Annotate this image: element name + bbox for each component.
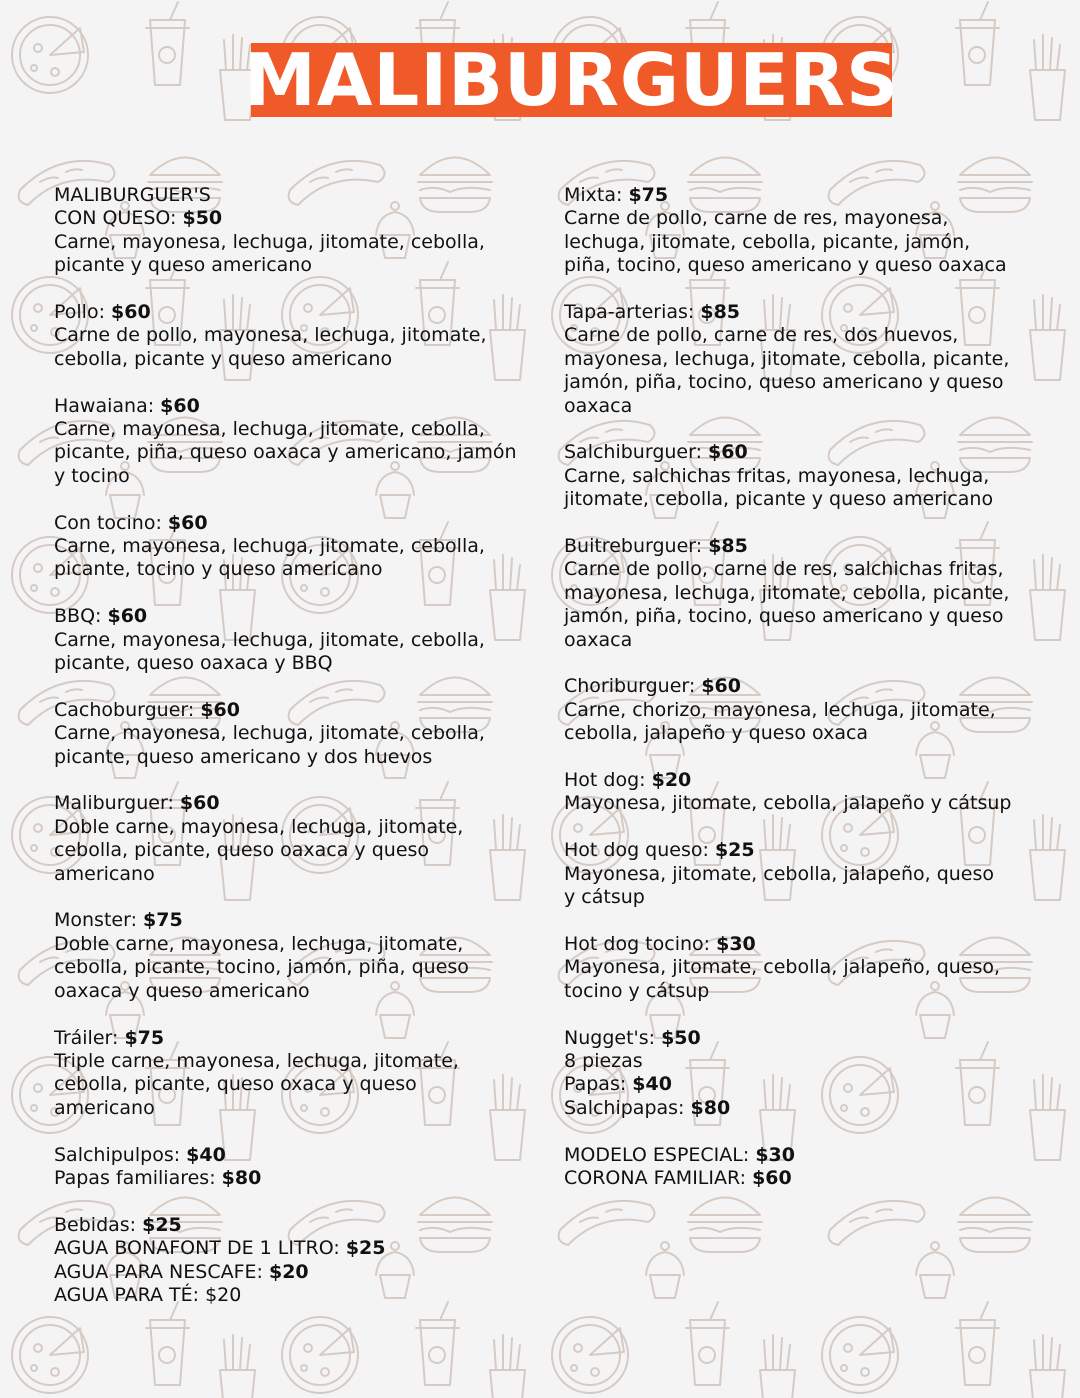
menu-line <box>564 1027 1034 1050</box>
menu-line-text: Carne de pollo, carne de res, salchichas fritas, <box>564 558 1004 581</box>
menu-line <box>54 324 544 347</box>
menu-line-text: y cátsup <box>564 886 645 909</box>
menu-line-text: Pollo: <box>54 301 112 324</box>
menu-line <box>564 558 1034 581</box>
menu-line-text: Mayonesa, jitomate, cebolla, jalapeño, queso <box>564 862 995 885</box>
menu-item <box>54 699 544 769</box>
menu-line-text: tocino y cátsup <box>564 979 710 1002</box>
menu-line <box>54 746 544 769</box>
menu-line <box>564 1144 1034 1167</box>
menu-line <box>54 1097 544 1120</box>
menu-line <box>564 956 1034 979</box>
menu-line <box>54 1144 544 1167</box>
menu-line-text: americano <box>54 862 155 885</box>
menu-line-text: piña, tocino, queso americano y queso oaxaca <box>564 254 1007 277</box>
menu-line-text: picante y queso americano <box>54 254 312 277</box>
menu-line-text: oaxaca <box>564 628 633 651</box>
menu-line <box>54 956 544 979</box>
menu-line-text: AGUA BONAFONT DE 1 LITRO: <box>54 1237 346 1260</box>
menu-line-text: 8 piezas <box>564 1049 643 1072</box>
menu-line <box>54 816 544 839</box>
menu-line-text: jamón, piña, tocino, queso americano y queso <box>564 605 1004 628</box>
menu-item <box>54 1214 544 1308</box>
menu-line <box>564 699 1034 722</box>
menu-price: $40 <box>632 1073 672 1096</box>
menu-price: $60 <box>752 1166 792 1189</box>
menu-line-text: cebolla, jalapeño y queso oxaca <box>564 722 869 745</box>
menu-line-text: MALIBURGUER'S <box>54 184 211 206</box>
menu-line <box>54 1284 544 1307</box>
menu-line <box>564 348 1034 371</box>
menu-line <box>564 301 1034 324</box>
menu-line <box>54 863 544 886</box>
menu-line <box>54 184 544 207</box>
menu-line <box>54 652 544 675</box>
menu-line <box>564 184 1034 207</box>
menu-line <box>54 605 544 628</box>
menu-price: $75 <box>628 184 669 206</box>
menu-line-text: oaxaca y queso americano <box>54 979 310 1002</box>
menu-line-text: Carne, mayonesa, lechuga, jitomate, cebolla, <box>54 418 485 441</box>
menu-price: $60 <box>701 675 741 698</box>
menu-price: $60 <box>107 605 148 628</box>
menu-line <box>564 207 1034 230</box>
menu-line-text: picante, queso americano y dos huevos <box>54 745 433 768</box>
menu-price: $50 <box>661 1026 701 1049</box>
menu-line <box>564 488 1034 511</box>
menu-line-text: Triple carne, mayonesa, lechuga, jitomate, <box>54 1049 459 1072</box>
menu-line-text: jamón, piña, tocino, queso americano y queso <box>564 371 1004 394</box>
menu-line <box>54 1027 544 1050</box>
menu-item <box>564 839 1034 909</box>
menu-item <box>564 1027 1034 1121</box>
menu-line <box>564 722 1034 745</box>
menu-line-text: Papas familiares: <box>54 1166 222 1189</box>
menu-line <box>564 582 1034 605</box>
menu-line-text: Salchipapas: <box>564 1096 691 1119</box>
menu-line-text: Carne, mayonesa, lechuga, jitomate, cebolla, <box>54 628 485 651</box>
menu-line <box>564 792 1034 815</box>
menu-line <box>54 792 544 815</box>
menu-line-text: picante, queso oaxaca y BBQ <box>54 652 333 675</box>
menu-item <box>54 909 544 1003</box>
menu-line <box>54 535 544 558</box>
menu-line-text: Choriburguer: <box>564 675 702 698</box>
menu-item <box>54 184 544 278</box>
menu-line <box>564 231 1034 254</box>
menu-line-text: Doble carne, mayonesa, lechuga, jitomate, <box>54 815 464 838</box>
menu-price: $60 <box>160 394 200 417</box>
menu-price: $60 <box>200 698 240 721</box>
menu-line <box>564 465 1034 488</box>
menu-item <box>54 301 544 371</box>
menu-line-text: Hot dog queso: <box>564 839 715 862</box>
menu-line-text: cebolla, picante, queso oxaca y queso <box>54 1073 417 1096</box>
menu-item <box>54 512 544 582</box>
menu-price: $20 <box>268 1260 309 1283</box>
menu-line <box>564 863 1034 886</box>
menu-price: $75 <box>143 909 183 932</box>
menu-price: $85 <box>708 535 748 558</box>
menu-line-text: Hot dog: <box>564 769 652 792</box>
menu-line-text: Carne de pollo, carne de res, mayonesa, <box>564 207 949 230</box>
menu-line-text: americano <box>54 1096 155 1119</box>
menu-line <box>54 441 544 464</box>
menu-line <box>54 1167 544 1190</box>
menu-item <box>564 1144 1034 1191</box>
menu-item <box>564 933 1034 1003</box>
menu-line <box>564 605 1034 628</box>
menu-price: $30 <box>716 932 756 955</box>
menu-line <box>54 1073 544 1096</box>
menu-line-text: Carne de pollo, carne de res, dos huevos, <box>564 324 959 347</box>
menu-line <box>54 512 544 535</box>
brand-logo-banner <box>244 38 899 122</box>
menu-price: $30 <box>755 1143 795 1166</box>
menu-item <box>54 605 544 675</box>
menu-line-text: y tocino <box>54 464 130 487</box>
menu-item <box>54 1144 544 1191</box>
menu-line <box>54 722 544 745</box>
menu-line <box>564 1073 1034 1096</box>
menu-line-text: MODELO ESPECIAL: <box>564 1143 756 1166</box>
menu-line-text: cebolla, picante, queso oaxaca y queso <box>54 839 430 862</box>
menu-line <box>54 301 544 324</box>
menu-line-text: mayonesa, lechuga, jitomate, cebolla, picante, <box>564 581 1010 604</box>
menu-item <box>54 1027 544 1121</box>
menu-price: $25 <box>345 1237 386 1260</box>
menu-line <box>564 1097 1034 1120</box>
menu-price: $85 <box>700 301 741 324</box>
menu-item <box>564 535 1034 652</box>
menu-line <box>564 769 1034 792</box>
menu-price: $60 <box>111 301 151 324</box>
menu-price: $60 <box>179 792 220 815</box>
menu-line <box>564 980 1034 1003</box>
menu-line <box>54 207 544 230</box>
menu-line-text: picante, tocino y queso americano <box>54 558 383 581</box>
menu-line-text: picante, piña, queso oaxaca y americano, jamón <box>54 441 517 464</box>
menu-line-text: Carne, chorizo, mayonesa, lechuga, jitomate, <box>564 698 996 721</box>
menu-line <box>54 1237 544 1260</box>
menu-line <box>564 1167 1034 1190</box>
menu-line-text: Tráiler: <box>54 1026 125 1049</box>
menu-line <box>564 675 1034 698</box>
menu-line-text: BBQ: <box>54 605 108 628</box>
menu-line <box>564 1050 1034 1073</box>
menu-item <box>564 301 1034 418</box>
menu-line <box>564 441 1034 464</box>
menu-price: $80 <box>221 1166 262 1189</box>
menu-line-text: Nugget's: <box>564 1026 662 1049</box>
menu-line <box>54 839 544 862</box>
menu-line-text: Doble carne, mayonesa, lechuga, jitomate, <box>54 932 464 955</box>
menu-line-text: Tapa-arterias: <box>564 301 701 324</box>
menu-line-text: Hawaiana: <box>54 394 161 417</box>
menu-price: $20 <box>651 769 692 792</box>
menu-column-right <box>564 184 1034 1214</box>
menu-line-text: Mayonesa, jitomate, cebolla, jalapeño, queso, <box>564 956 1001 979</box>
menu-line-text: Con tocino: <box>54 511 168 534</box>
menu-price: $40 <box>186 1143 226 1166</box>
menu-item <box>564 441 1034 511</box>
menu-line-text: Papas: <box>564 1073 633 1096</box>
menu-line-text: Hot dog tocino: <box>564 932 717 955</box>
menu-line-text: lechuga, jitomate, cebolla, picante, jamón, <box>564 230 971 253</box>
menu-line <box>54 1050 544 1073</box>
menu-line-text: AGUA PARA NESCAFE: <box>54 1260 269 1283</box>
menu-line-text: Maliburguer: <box>54 792 180 815</box>
menu-line <box>54 629 544 652</box>
menu-line-text: Monster: <box>54 909 144 932</box>
menu-line <box>564 629 1034 652</box>
menu-line <box>54 254 544 277</box>
menu-line <box>564 254 1034 277</box>
menu-line <box>564 839 1034 862</box>
menu-line-text: oaxaca <box>564 394 633 417</box>
menu-line <box>54 909 544 932</box>
menu-item <box>54 395 544 489</box>
menu-line-text: Mayonesa, jitomate, cebolla, jalapeño y cátsup <box>564 792 1012 815</box>
menu-line <box>54 348 544 371</box>
menu-line <box>564 535 1034 558</box>
menu-line-text: CORONA FAMILIAR: <box>564 1166 753 1189</box>
menu-line <box>54 980 544 1003</box>
menu-line-text: Mixta: <box>564 184 629 206</box>
menu-line-text: Carne, mayonesa, lechuga, jitomate, cebolla, <box>54 230 485 253</box>
menu-line <box>564 395 1034 418</box>
menu-price: $75 <box>124 1026 165 1049</box>
menu-line <box>54 418 544 441</box>
menu-line <box>54 1261 544 1284</box>
menu-price: $80 <box>690 1096 731 1119</box>
menu-line-text: cebolla, picante y queso americano <box>54 347 393 370</box>
menu-line-text: Carne, mayonesa, lechuga, jitomate, cebolla, <box>54 535 485 558</box>
menu-line <box>54 395 544 418</box>
menu-line <box>564 886 1034 909</box>
menu-item <box>54 792 544 886</box>
menu-item <box>564 769 1034 816</box>
menu-line-text: mayonesa, lechuga, jitomate, cebolla, picante, <box>564 347 1010 370</box>
menu-line <box>564 324 1034 347</box>
brand-title: MALIBURGUERS <box>244 38 899 122</box>
menu-line-text: Carne, mayonesa, lechuga, jitomate, cebolla, <box>54 722 485 745</box>
menu-line <box>564 933 1034 956</box>
menu-price: $25 <box>142 1213 182 1236</box>
menu-line <box>54 699 544 722</box>
menu-item <box>564 675 1034 745</box>
menu-line <box>54 465 544 488</box>
menu-line-text: Bebidas: <box>54 1213 143 1236</box>
menu-line-text: Salchipulpos: <box>54 1143 187 1166</box>
menu-line-text: cebolla, picante, tocino, jamón, piña, queso <box>54 956 469 979</box>
menu-price: $50 <box>182 207 223 230</box>
menu-line <box>54 231 544 254</box>
menu-line-text: AGUA PARA TÉ: $20 <box>54 1283 242 1306</box>
menu-line-text: CON QUESO: <box>54 207 183 230</box>
menu-line <box>54 558 544 581</box>
menu-price: $25 <box>714 839 755 862</box>
menu-line-text: jitomate, cebolla, picante y queso americano <box>564 488 994 511</box>
menu-line-text: Salchiburguer: <box>564 441 709 464</box>
menu-price: $60 <box>708 441 748 464</box>
menu-line <box>54 933 544 956</box>
menu-column-left <box>54 184 544 1331</box>
menu-line-text: Cachoburguer: <box>54 698 201 721</box>
menu-line <box>564 371 1034 394</box>
menu-line-text: Carne de pollo, mayonesa, lechuga, jitomate, <box>54 324 487 347</box>
menu-item <box>564 184 1034 278</box>
menu-line-text: Carne, salchichas fritas, mayonesa, lechuga, <box>564 464 990 487</box>
menu-line-text: Buitreburguer: <box>564 535 709 558</box>
menu-line <box>54 1214 544 1237</box>
menu-price: $60 <box>167 511 208 534</box>
